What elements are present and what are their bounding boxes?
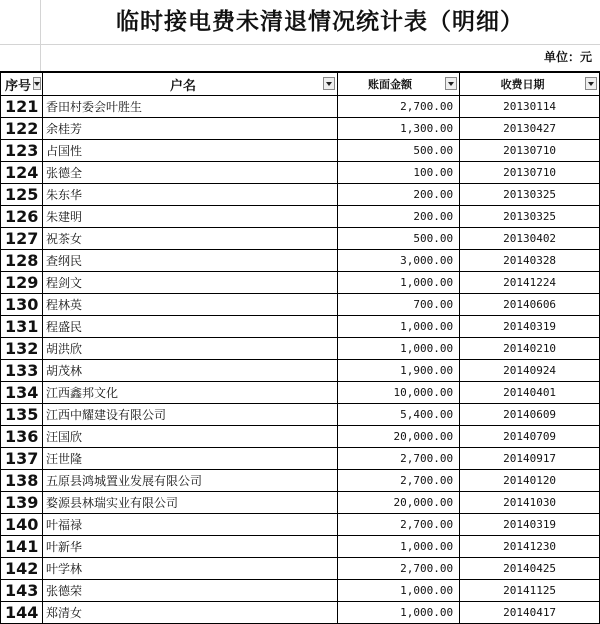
amount-cell[interactable]: 1,000.00 [337,602,459,624]
name-cell[interactable]: 张德全 [42,162,337,184]
date-cell[interactable]: 20140709 [460,426,600,448]
row-number-cell[interactable]: 128 [1,250,43,272]
amount-cell[interactable]: 1,000.00 [337,536,459,558]
row-number-cell[interactable]: 130 [1,294,43,316]
date-cell[interactable]: 20130114 [460,96,600,118]
table-row [1,294,600,316]
amount-cell[interactable]: 20,000.00 [337,492,459,514]
row-header-cell[interactable] [0,44,41,71]
date-cell[interactable]: 20140328 [460,250,600,272]
table-row [1,492,600,514]
table-row [1,514,600,536]
date-cell[interactable]: 20140417 [460,602,600,624]
amount-cell[interactable]: 2,700.00 [337,470,459,492]
amount-cell[interactable]: 2,700.00 [337,558,459,580]
name-cell[interactable]: 程盛民 [42,316,337,338]
date-cell[interactable]: 20130710 [460,162,600,184]
row-number-cell[interactable]: 124 [1,162,43,184]
table-row [1,536,600,558]
amount-cell[interactable]: 700.00 [337,294,459,316]
table-row [1,360,600,382]
row-number-cell[interactable]: 133 [1,360,43,382]
date-cell[interactable]: 20140917 [460,448,600,470]
name-cell[interactable]: 朱建明 [42,206,337,228]
filter-dropdown-icon[interactable] [445,77,457,90]
table-row [1,426,600,448]
filter-dropdown-icon[interactable] [323,77,335,90]
name-cell[interactable]: 占国性 [42,140,337,162]
filter-dropdown-icon[interactable] [33,77,41,90]
date-cell[interactable]: 20140606 [460,294,600,316]
name-cell[interactable]: 江西鑫邦文化 [42,382,337,404]
amount-cell[interactable]: 1,000.00 [337,316,459,338]
row-number-cell[interactable]: 132 [1,338,43,360]
name-cell[interactable]: 程林英 [42,294,337,316]
amount-cell[interactable]: 2,700.00 [337,96,459,118]
amount-cell[interactable]: 500.00 [337,140,459,162]
table-row [1,118,600,140]
name-cell[interactable]: 朱东华 [42,184,337,206]
amount-cell[interactable]: 1,000.00 [337,272,459,294]
name-cell[interactable]: 余桂芳 [42,118,337,140]
unit-row [0,44,600,72]
row-number-cell[interactable]: 134 [1,382,43,404]
date-cell[interactable]: 20141224 [460,272,600,294]
unit-label: 单位：元 [543,50,592,64]
amount-cell[interactable]: 1,000.00 [337,580,459,602]
amount-cell[interactable]: 2,700.00 [337,514,459,536]
column-header-name[interactable] [42,73,337,96]
name-cell[interactable]: 叶福禄 [42,514,337,536]
row-number-cell[interactable]: 131 [1,316,43,338]
date-cell[interactable]: 20140210 [460,338,600,360]
row-number-cell[interactable]: 141 [1,536,43,558]
amount-cell[interactable]: 5,400.00 [337,404,459,426]
date-cell[interactable]: 20140609 [460,404,600,426]
table-row [1,162,600,184]
name-cell[interactable]: 汪国欣 [42,426,337,448]
date-cell[interactable]: 20140319 [460,316,600,338]
title-row [0,0,600,45]
date-cell[interactable]: 20141030 [460,492,600,514]
date-cell[interactable]: 20140401 [460,382,600,404]
date-cell[interactable]: 20130402 [460,228,600,250]
row-number-cell[interactable]: 144 [1,602,43,624]
amount-cell[interactable]: 20,000.00 [337,426,459,448]
sheet-title: 临时接电费未清退情况统计表（明细） [116,8,524,35]
column-header-date[interactable] [460,73,600,96]
column-header-date-label: 收费日期 [500,78,545,91]
table-row [1,448,600,470]
date-cell[interactable]: 20130710 [460,140,600,162]
name-cell[interactable]: 胡洪欣 [42,338,337,360]
table-body [1,96,600,624]
row-number-cell[interactable]: 122 [1,118,43,140]
row-number-cell[interactable]: 135 [1,404,43,426]
name-cell[interactable]: 祝茶女 [42,228,337,250]
table-row [1,228,600,250]
amount-cell[interactable]: 1,900.00 [337,360,459,382]
amount-cell[interactable]: 2,700.00 [337,448,459,470]
column-header-amount-label: 账面金额 [368,78,413,91]
column-header-no-label: 序号 [5,78,32,94]
table-row [1,470,600,492]
row-number-cell[interactable]: 139 [1,492,43,514]
date-cell[interactable]: 20141230 [460,536,600,558]
table-row [1,382,600,404]
name-cell[interactable]: 香田村委会叶胜生 [42,96,337,118]
table-row [1,558,600,580]
table-row [1,272,600,294]
row-number-cell[interactable]: 125 [1,184,43,206]
table-row [1,602,600,624]
table-row [1,580,600,602]
row-number-cell[interactable]: 126 [1,206,43,228]
name-cell[interactable]: 张德荣 [42,580,337,602]
row-number-cell[interactable]: 121 [1,96,43,118]
name-cell[interactable]: 郑清女 [42,602,337,624]
column-header-name-label: 户名 [169,78,196,94]
date-cell[interactable]: 20130427 [460,118,600,140]
amount-cell[interactable]: 10,000.00 [337,382,459,404]
amount-cell[interactable]: 500.00 [337,228,459,250]
name-cell[interactable]: 叶学林 [42,558,337,580]
name-cell[interactable]: 婺源县林瑞实业有限公司 [42,492,337,514]
column-header-no[interactable] [1,73,43,96]
name-cell[interactable]: 江西中耀建设有限公司 [42,404,337,426]
row-number-cell[interactable]: 129 [1,272,43,294]
table-row [1,250,600,272]
date-cell[interactable]: 20140425 [460,558,600,580]
date-cell[interactable]: 20140120 [460,470,600,492]
row-header-cell[interactable] [0,0,41,44]
row-number-cell[interactable]: 143 [1,580,43,602]
detail-table [0,72,600,624]
table-row [1,96,600,118]
date-cell[interactable]: 20140319 [460,514,600,536]
name-cell[interactable]: 程剑文 [42,272,337,294]
table-row [1,316,600,338]
table-row [1,140,600,162]
date-cell[interactable]: 20130325 [460,184,600,206]
table-row [1,184,600,206]
row-number-cell[interactable]: 123 [1,140,43,162]
amount-cell[interactable]: 1,000.00 [337,338,459,360]
table-row [1,338,600,360]
column-header-amount[interactable] [337,73,459,96]
row-number-cell[interactable]: 137 [1,448,43,470]
amount-cell[interactable]: 3,000.00 [337,250,459,272]
name-cell[interactable]: 五原县鸿城置业发展有限公司 [42,470,337,492]
header-row [1,73,600,96]
date-cell[interactable]: 20140924 [460,360,600,382]
date-cell[interactable]: 20130325 [460,206,600,228]
amount-cell[interactable]: 1,300.00 [337,118,459,140]
row-number-cell[interactable]: 140 [1,514,43,536]
filter-dropdown-icon[interactable] [585,77,597,90]
amount-cell[interactable]: 200.00 [337,184,459,206]
date-cell[interactable]: 20141125 [460,580,600,602]
row-number-cell[interactable]: 127 [1,228,43,250]
name-cell[interactable]: 叶新华 [42,536,337,558]
table-row [1,404,600,426]
name-cell[interactable]: 查纲民 [42,250,337,272]
table-row [1,206,600,228]
amount-cell[interactable]: 200.00 [337,206,459,228]
row-number-cell[interactable]: 138 [1,470,43,492]
name-cell[interactable]: 汪世隆 [42,448,337,470]
amount-cell[interactable]: 100.00 [337,162,459,184]
row-number-cell[interactable]: 136 [1,426,43,448]
name-cell[interactable]: 胡茂林 [42,360,337,382]
row-number-cell[interactable]: 142 [1,558,43,580]
